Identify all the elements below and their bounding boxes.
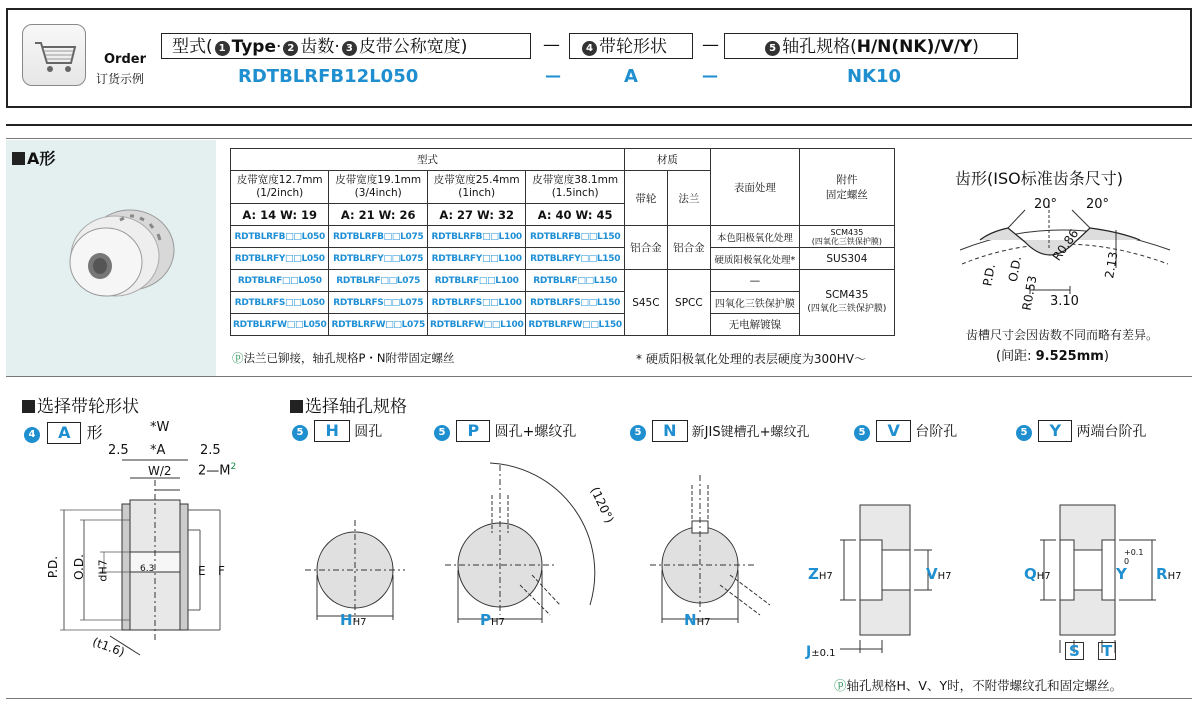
width-inch: (1inch) (458, 187, 496, 199)
screw-material: SCM435 (825, 289, 869, 301)
pitch-note (996, 345, 1109, 364)
order-value-type: RDTBLRFB12L050 (238, 66, 419, 87)
order-example-label: 订货示例 (96, 72, 145, 86)
width-col-header (329, 171, 427, 204)
bore-desc: 台阶孔 (915, 424, 958, 440)
dim-f: F (218, 564, 225, 578)
table-note-left (232, 350, 455, 366)
number-badge: 5 (765, 41, 780, 56)
h-letter: H (340, 611, 353, 629)
part-code: RDTBLRFS□□L100 (427, 292, 525, 314)
dim-pd: P.D. (46, 555, 61, 579)
header-flange: 法兰 (667, 171, 710, 226)
width-col-header (427, 171, 525, 204)
bore-desc: 新JIS键槽孔+螺纹孔 (691, 425, 810, 440)
part-code: RDTBLRF□□L150 (526, 270, 624, 292)
angle-right: 20° (1086, 197, 1110, 212)
part-code: RDTBLRFW□□L100 (427, 314, 525, 336)
type-word: Type (231, 37, 276, 57)
material-flange: SPCC (667, 270, 710, 336)
bore-p-label (480, 610, 505, 629)
part-code: RDTBLRF□□L075 (329, 270, 427, 292)
bore-spec-close: ) (972, 37, 979, 57)
width-label: 皮带宽度38.1mm (532, 174, 619, 186)
bore-option-n (628, 420, 810, 442)
bore-option-p (432, 420, 576, 442)
number-badge: 5 (434, 425, 450, 441)
type-spec-box (161, 33, 531, 59)
dim-right: 2.5 (200, 443, 221, 458)
teeth-label: 齿数 (300, 37, 335, 57)
header-type: 型式 (231, 149, 625, 171)
select-shape-title (22, 392, 139, 417)
n-letter: N (684, 611, 697, 629)
h7-sub: H7 (937, 571, 952, 582)
note-icon: ⓟ (834, 678, 847, 693)
pulley-photo (60, 198, 180, 312)
bore-desc: 两端台阶孔 (1076, 424, 1147, 440)
radius-086: R0.86 (1049, 226, 1082, 264)
bore-y-tol: +0.1 0 (1124, 548, 1144, 566)
shape-a-title (12, 146, 55, 169)
y-letter: Y (1116, 565, 1127, 583)
number-badge: 2 (283, 41, 298, 56)
surface-treatment: 本色阳极氧化处理 (710, 226, 799, 248)
part-code: RDTBLRF□□L050 (231, 270, 329, 292)
spec-table (230, 148, 895, 336)
dim-m-text: 2—M (198, 463, 231, 479)
header-material: 材质 (624, 149, 710, 171)
outer-diameter-label: O.D. (1005, 255, 1025, 283)
screw-coating: (四氧化三铁保护膜) (807, 304, 887, 314)
number-badge: 4 (582, 41, 597, 56)
bore-y-drawing (1030, 495, 1170, 655)
table-note-right: * 硬质阳极氧化处理的表层硬度为300HV〜 (636, 352, 866, 366)
width-label: 皮带宽度12.7mm (236, 174, 323, 186)
h7-sub: H7 (818, 571, 833, 582)
bore-p-drawing (440, 455, 630, 635)
section-divider (6, 124, 1192, 126)
part-code: RDTBLRFY□□L075 (329, 248, 427, 270)
dim-w: *W (150, 420, 170, 435)
part-code: RDTBLRFY□□L150 (526, 248, 624, 270)
surface-treatment: 硬质阳极氧化处理* (710, 248, 799, 270)
header-pulley: 带轮 (624, 171, 667, 226)
separator: · (276, 37, 282, 57)
bore-y-t: T (1098, 642, 1116, 660)
material-flange: 铝合金 (667, 226, 710, 270)
screw-spec: SUS304 (799, 248, 894, 270)
bore-desc: 圆孔+螺纹孔 (494, 424, 577, 440)
square-icon (12, 152, 25, 165)
bore-y-q (1024, 565, 1051, 583)
width-310: 3.10 (1050, 294, 1079, 309)
bore-option-h (290, 420, 382, 442)
width-inch: (3/4inch) (354, 187, 402, 199)
bore-note (834, 676, 1122, 694)
aw-values: A: 21 W: 26 (329, 204, 427, 226)
section-divider (6, 138, 1192, 139)
bore-spec-box (724, 33, 1018, 59)
dim-e: E (198, 564, 206, 578)
tooth-profile-title: 齿形(ISO标准齿条尺寸) (955, 169, 1123, 188)
note-text: 法兰已铆接，轴孔规格P・N附带固定螺丝 (243, 351, 455, 365)
aw-values: A: 27 W: 32 (427, 204, 525, 226)
pitch-label: (间距: (996, 349, 1036, 364)
shape-a-label: A形 (27, 149, 56, 168)
angle-120: (120°) (587, 484, 617, 526)
screw-material: SCM435 (830, 227, 864, 237)
bore-code: H (314, 420, 349, 442)
bore-option-v (852, 420, 957, 442)
part-code: RDTBLRFS□□L050 (231, 292, 329, 314)
number-badge: 5 (292, 425, 308, 441)
bore-code: N (652, 420, 687, 442)
dash: — (702, 35, 719, 55)
v-letter: V (926, 565, 938, 583)
part-code: RDTBLRF□□L100 (427, 270, 525, 292)
radius-053: R0.53 (1019, 274, 1040, 312)
bore-y-r (1156, 565, 1181, 583)
surface-treatment: — (710, 270, 799, 292)
width-col-header (526, 171, 624, 204)
order-value-dash: — (545, 66, 561, 85)
dim-63: 6.3 (140, 564, 155, 574)
order-value-bore: NK10 (847, 66, 902, 87)
material-pulley: 铝合金 (624, 226, 667, 270)
depth-213: 2.13 (1102, 250, 1121, 280)
part-code: RDTBLRFW□□L075 (329, 314, 427, 336)
part-code: RDTBLRFW□□L050 (231, 314, 329, 336)
width-inch: (1.5inch) (551, 187, 599, 199)
bore-codes: H/N(NK)/V/Y (856, 37, 973, 57)
part-code: RDTBLRFS□□L075 (329, 292, 427, 314)
q-letter: Q (1024, 565, 1037, 583)
surface-treatment: 无电解镀镍 (710, 314, 799, 336)
surface-treatment: 四氧化三铁保护膜 (710, 292, 799, 314)
bore-v-v (926, 565, 952, 583)
h7-sub: H7 (696, 617, 711, 628)
r-letter: R (1156, 565, 1168, 583)
dim-m (198, 462, 236, 478)
part-code: RDTBLRFW□□L150 (526, 314, 624, 336)
belt-width-label: 皮带公称宽度) (358, 37, 468, 57)
bore-code: V (876, 420, 910, 442)
bore-v-z (808, 565, 833, 583)
p-letter: P (480, 611, 491, 629)
j-tol: ±0.1 (811, 648, 836, 659)
width-inch: (1/2inch) (256, 187, 304, 199)
select-bore-title (290, 392, 407, 417)
screw-spec (799, 270, 894, 336)
number-badge: 4 (24, 427, 40, 443)
bore-spec-label: 轴孔规格( (782, 37, 857, 57)
dim-left: 2.5 (108, 443, 129, 458)
h7-sub: H7 (491, 617, 505, 628)
note-icon: ⓟ (232, 351, 244, 365)
dash: — (543, 35, 560, 55)
part-code: RDTBLRFY□□L100 (427, 248, 525, 270)
section-divider (6, 376, 1192, 377)
aw-values: A: 14 W: 19 (231, 204, 329, 226)
number-badge: 5 (1016, 425, 1032, 441)
order-value-dash: — (702, 66, 718, 85)
shape-code: A (47, 422, 81, 444)
shape-label: 形 (86, 423, 103, 442)
angle-left: 20° (1034, 197, 1058, 212)
order-value-shape: A (624, 66, 638, 87)
number-badge: 5 (854, 425, 870, 441)
material-pulley: S45C (624, 270, 667, 336)
bore-option-y (1014, 420, 1147, 442)
order-label: Order (104, 52, 146, 67)
select-shape-label: 选择带轮形状 (37, 397, 139, 417)
bore-h-label (340, 610, 366, 629)
dim-od: O.D. (71, 554, 86, 580)
separator: · (334, 37, 340, 57)
type-label: 型式( (172, 37, 213, 57)
header-surface: 表面处理 (710, 149, 799, 226)
pulley-shape-label: 带轮形状 (599, 37, 667, 57)
screw-spec (799, 226, 894, 248)
j-letter: J (806, 644, 812, 660)
h7-sub: H7 (352, 617, 367, 628)
bore-v-drawing (820, 495, 940, 655)
dim-m-sup: 2 (230, 462, 237, 472)
part-code: RDTBLRFB□□L050 (231, 226, 329, 248)
part-code: RDTBLRFB□□L150 (526, 226, 624, 248)
width-label: 皮带宽度25.4mm (433, 174, 520, 186)
h7-sub: H7 (1036, 571, 1051, 582)
tooth-note: 齿槽尺寸会因齿数不同而略有差异。 (966, 328, 1159, 342)
pitch-diameter-label: P.D. (980, 262, 998, 288)
bore-n-label (684, 610, 710, 629)
pulley-shape-box (569, 33, 693, 59)
number-badge: 5 (630, 425, 646, 441)
pitch-value: 9.525mm (1035, 349, 1104, 364)
part-code: RDTBLRFY□□L050 (231, 248, 329, 270)
z-letter: Z (808, 565, 819, 583)
part-code: RDTBLRFS□□L150 (526, 292, 624, 314)
section-divider (6, 698, 1192, 699)
bore-n-drawing (650, 465, 790, 635)
screw-coating: (四氧化三铁保护膜) (811, 236, 882, 246)
bore-desc: 圆孔 (354, 424, 383, 440)
dim-d: dH7 (96, 559, 110, 582)
part-code: RDTBLRFB□□L100 (427, 226, 525, 248)
dim-half-w: W/2 (148, 464, 172, 478)
width-col-header (231, 171, 329, 204)
number-badge: 1 (215, 41, 230, 56)
bore-code: Y (1038, 420, 1072, 442)
header-screw: 附件 固定螺丝 (799, 149, 894, 226)
number-badge: 3 (342, 41, 357, 56)
h7-sub: H7 (1167, 571, 1182, 582)
part-code: RDTBLRFB□□L075 (329, 226, 427, 248)
width-label: 皮带宽度19.1mm (335, 174, 422, 186)
square-icon (22, 400, 35, 413)
bore-y-s: S (1065, 642, 1084, 660)
bore-v-j (806, 644, 836, 660)
select-bore-label: 选择轴孔规格 (305, 397, 407, 417)
bore-code: P (456, 420, 490, 442)
dim-a: *A (150, 443, 166, 458)
square-icon (290, 400, 303, 413)
aw-values: A: 40 W: 45 (526, 204, 624, 226)
bore-y-y (1116, 565, 1127, 583)
dim-t: (t1.6) (90, 634, 127, 660)
bore-note-text: 轴孔规格H、V、Y时，不附带螺纹孔和固定螺丝。 (846, 678, 1123, 693)
pitch-close: ) (1103, 349, 1109, 364)
shopping-cart-icon (22, 24, 86, 86)
